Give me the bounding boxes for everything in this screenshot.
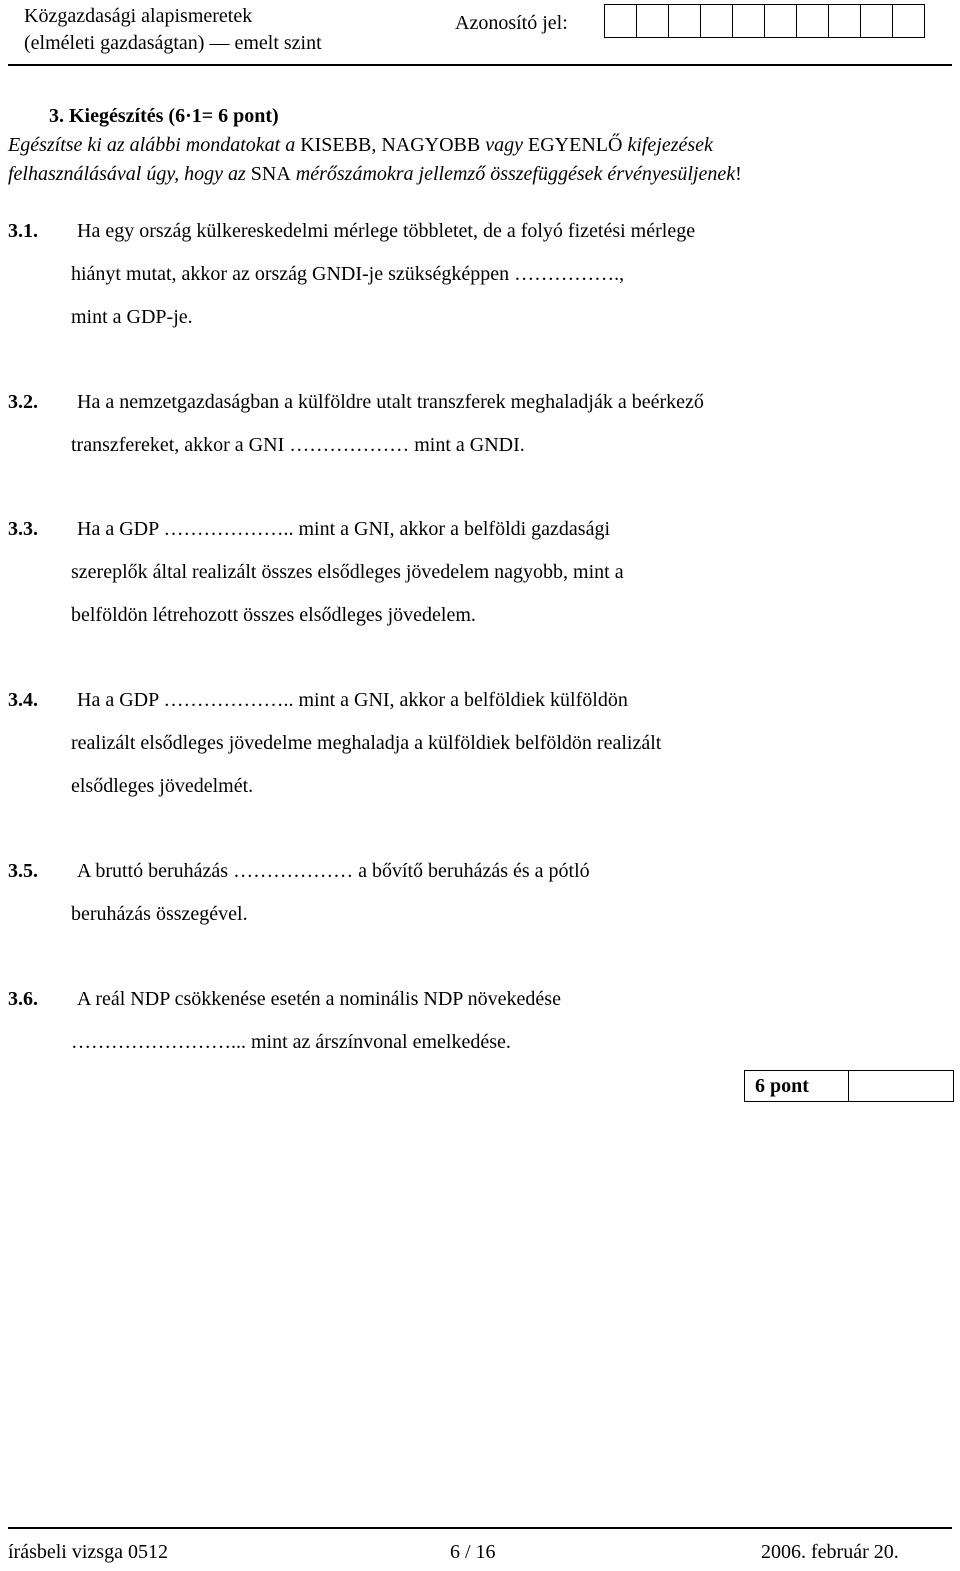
question-text: A reál NDP csökkenése esetén a nominális NDP növekedése [77, 988, 561, 1010]
question-text: mint a GDP-je. [71, 306, 193, 328]
question-number: 3.5. [8, 860, 38, 882]
question-text: beruházás összegével. [71, 903, 248, 925]
question-text: A bruttó beruházás ……………… a bővítő beruházás és a pótló [77, 860, 590, 882]
question-text: realizált elsődleges jövedelme meghaladja a külföldiek belföldön realizált [71, 732, 662, 754]
id-box[interactable] [700, 4, 733, 38]
question-number: 3.3. [8, 518, 38, 540]
id-box[interactable] [636, 4, 669, 38]
question-text: belföldön létrehozott összes elsődleges jövedelem. [71, 604, 476, 626]
footer-date: 2006. február 20. [761, 1541, 899, 1563]
subject-line-2: (elméleti gazdaságtan) — emelt szint [24, 32, 322, 54]
question-text: Ha a nemzetgazdaságban a külföldre utalt transzferek meghaladják a beérkező [77, 391, 704, 413]
question-text: hiányt mutat, akkor az ország GNDI-je szükségképpen ……………., [71, 263, 625, 285]
question-text: ……………………... mint az árszínvonal emelkedése. [71, 1031, 511, 1053]
footer-exam-code: írásbeli vizsga 0512 [8, 1541, 168, 1563]
score-label: 6 pont [745, 1071, 849, 1101]
question-number: 3.2. [8, 391, 38, 413]
task-instructions [8, 131, 948, 189]
subject-line-1: Közgazdasági alapismeretek [24, 5, 253, 27]
page-header [8, 0, 952, 66]
question-number: 3.6. [8, 988, 38, 1010]
instruction-line-2: felhasználásával úgy, hogy az SNA mérőszámokra jellemző összefüggések érvényesüljenek! [8, 163, 742, 185]
question-text: Ha a GDP ……………….. mint a GNI, akkor a belföldi gazdasági [77, 518, 611, 540]
footer-divider [8, 1527, 952, 1529]
footer-page-number: 6 / 16 [450, 1541, 496, 1563]
id-box[interactable] [604, 4, 637, 38]
question-number: 3.4. [8, 689, 38, 711]
id-box[interactable] [764, 4, 797, 38]
id-label: Azonosító jel: [455, 12, 568, 34]
id-box[interactable] [892, 4, 925, 38]
instruction-line-1: Egészítse ki az alábbi mondatokat a KISEBB, NAGYOBB vagy EGYENLŐ kifejezések [8, 134, 713, 156]
question-text: Ha egy ország külkereskedelmi mérlege többletet, de a folyó fizetési mérlege [77, 220, 696, 242]
score-input-cell[interactable] [849, 1071, 953, 1101]
id-box[interactable] [796, 4, 829, 38]
question-text: szereplők által realizált összes elsődleges jövedelem nagyobb, mint a [71, 561, 624, 583]
question-text: transzfereket, akkor a GNI ……………… mint a GNDI. [71, 434, 525, 456]
question-text: elsődleges jövedelmét. [71, 775, 254, 797]
id-box[interactable] [732, 4, 765, 38]
id-box[interactable] [828, 4, 861, 38]
task-title: 3. Kiegészítés (6·1= 6 pont) [49, 105, 279, 127]
question-number: 3.1. [8, 220, 38, 242]
score-box [744, 1070, 954, 1102]
id-boxes [604, 4, 924, 38]
header-divider [8, 64, 952, 66]
id-box[interactable] [860, 4, 893, 38]
id-box[interactable] [668, 4, 701, 38]
question-text: Ha a GDP ……………….. mint a GNI, akkor a belföldiek külföldön [77, 689, 628, 711]
subject-title [24, 3, 322, 57]
